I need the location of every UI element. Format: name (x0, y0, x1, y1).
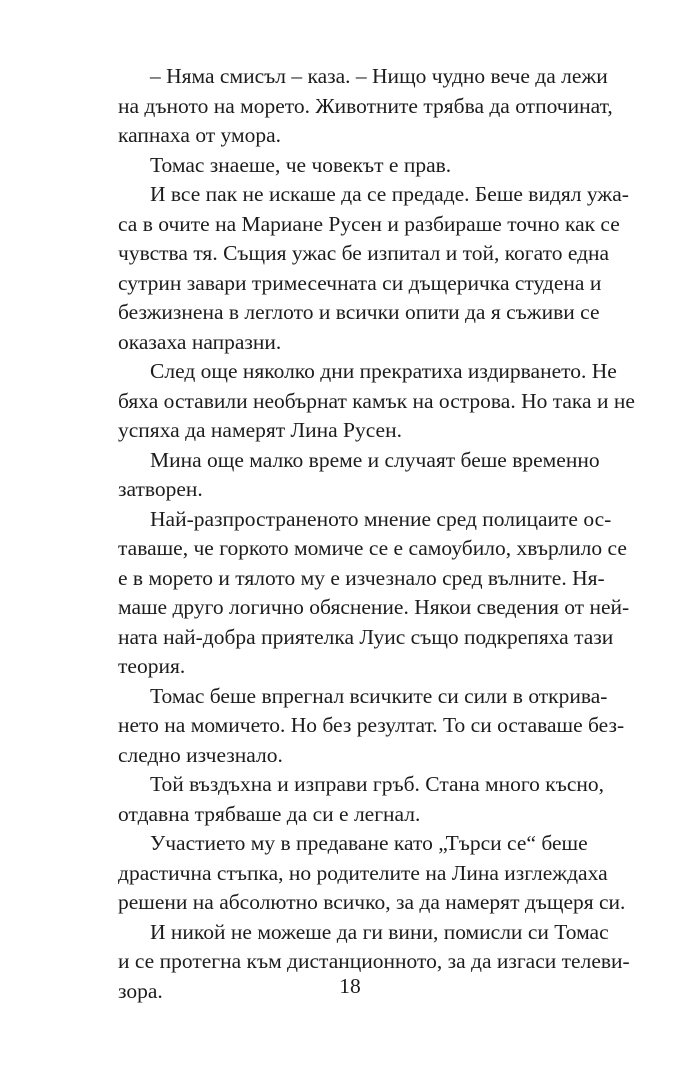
text-line: са в очите на Мариане Русен и разбираше точно как се (118, 211, 620, 236)
text-line: таваше, че горкото момиче се е самоубило, хвърлило се (118, 536, 627, 560)
text-line: – Няма смисъл – каза. – Нищо чудно вече да лежи (150, 64, 608, 88)
text-line: ната най-добра приятелка Луис също подкрепяха тази (118, 624, 614, 649)
text-line: на дъното на морето. Животните трябва да отпочинат, (118, 93, 613, 118)
paragraph (118, 446, 600, 505)
text-line: оказаха напразни. (118, 329, 282, 354)
paragraph (118, 505, 630, 682)
text-line: отдавна трябваше да си е легнал. (118, 801, 421, 826)
text-line: е в морето и тялото му е изчезнало сред вълните. Ня- (118, 565, 605, 590)
text-line: драстична стъпка, но родителите на Лина изглеждаха (118, 860, 608, 885)
text-line: и се протегна към дистанционното, за да изгаси телеви- (118, 949, 630, 973)
paragraph (118, 151, 584, 181)
text-line: решени на абсолютно всичко, за да намерят дъщеря си. (118, 890, 626, 914)
text-line: Най-разпространеното мнение сред полицаите ос- (150, 506, 612, 531)
text-line: теория. (118, 654, 186, 678)
text-line: маше друго логично обяснение. Някои сведения от ней- (118, 595, 630, 619)
text-line: Той въздъхна и изправи гръб. Стана много късно, (150, 772, 604, 796)
paragraph (118, 682, 625, 771)
text-line: чувства тя. Същия ужас бе изпитал и той, когато една (118, 241, 610, 265)
text-line: Мина още малко време и случаят беше временно (150, 447, 600, 472)
text-line: И никой не можеше да ги вини, помисли си Томас (150, 919, 609, 944)
text-line: Томас знаеше, че човекът е прав. (150, 152, 452, 177)
page-number: 18 (339, 974, 361, 998)
text-line: зора. (118, 978, 163, 1003)
text-line: затворен. (118, 477, 203, 501)
paragraph (118, 357, 635, 446)
paragraph (118, 62, 613, 151)
text-line: сутрин завари тримесечната си дъщеричка студена и (118, 270, 602, 295)
text-line: Томас беше впрегнал всичките си сили в открива- (150, 683, 608, 708)
text-line: И все пак не искаше да се предаде. Беше видял ужа- (150, 182, 629, 206)
body-text (118, 62, 635, 1006)
text-line: успяха да намерят Лина Русен. (118, 418, 402, 442)
text-line: бяха оставили необърнат камък на острова. Но така и не (118, 388, 635, 413)
paragraph (118, 180, 629, 357)
text-line: следно изчезнало. (118, 742, 283, 767)
text-line: капнаха от умора. (118, 123, 282, 147)
text-line: нето на момичето. Но без резултат. То си оставаше без- (118, 713, 625, 737)
paragraph (118, 770, 604, 829)
text-line: безжизнена в леглото и всички опити да я съживи се (118, 300, 600, 324)
paragraph (118, 829, 626, 918)
text-line: След още няколко дни прекратиха издирването. Не (150, 359, 617, 383)
text-line: Участието му в предаване като „Търси се“ беше (150, 831, 588, 855)
